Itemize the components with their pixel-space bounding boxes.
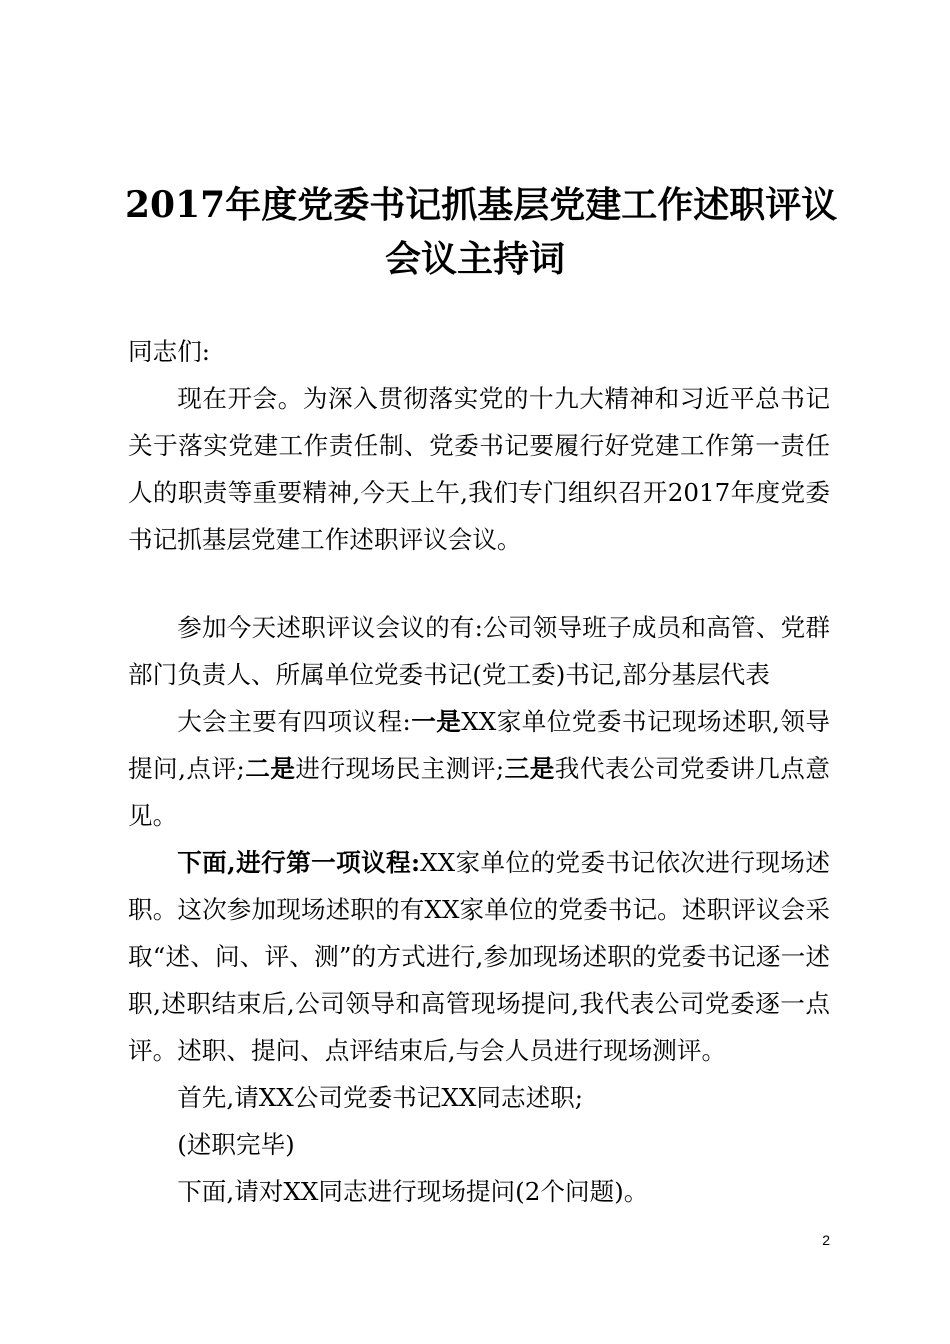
agenda-item-1: XX家单位党委书记现场述职,领导提问,点评; — [128, 707, 830, 783]
agenda-item-3-marker: 三是 — [504, 754, 555, 783]
document-title — [125, 178, 838, 286]
paragraph-speech-done: (述职完毕) — [177, 1130, 295, 1159]
paragraph-attendees: 参加今天述职评议会议的有:公司领导班子成员和高管、党群部门负责人、所属单位党委书记(党工委)书记,部分基层代表 — [128, 613, 830, 689]
paragraph-agenda — [128, 698, 830, 839]
salutation: 同志们: — [128, 337, 211, 366]
paragraph-opening: 现在开会。为深入贯彻落实党的十九大精神和习近平总书记关于落实党建工作责任制、党委书记要履行好党建工作第一责任人的职责等重要精神,今天上午,我们专门组织召开2017年度党委书记抓基层党建工作述职评议会议。 — [128, 384, 830, 554]
agenda-item-2-marker: 二是 — [244, 754, 296, 783]
paragraph-gap — [128, 563, 830, 604]
first-agenda-text: XX家单位的党委书记依次进行现场述职。这次参加现场述职的有XX家单位的党委书记。述职评议会采取“述、问、评、测”的方式进行,参加现场述职的党委书记逐一述职,述职结束后,公司领导和高管现场提问,我代表公司党委逐一点评。述职、提问、点评结束后,与会人员进行现场测评。 — [128, 848, 830, 1065]
title-line-1: 2017年度党委书记抓基层党建工作述职评议 — [125, 184, 838, 226]
paragraph-first-speaker: 首先,请XX公司党委书记XX同志述职; — [177, 1083, 584, 1112]
agenda-item-1-marker: 一是 — [410, 707, 462, 736]
page-number: 2 — [822, 1232, 830, 1248]
agenda-item-3: 我代表公司党委讲几点意见。 — [128, 754, 830, 830]
paragraph-first-agenda — [128, 839, 830, 1074]
document-body — [128, 328, 830, 1215]
title-line-2: 会议主持词 — [384, 238, 565, 280]
paragraph-questions: 下面,请对XX同志进行现场提问(2个问题)。 — [177, 1177, 649, 1206]
first-agenda-heading: 下面,进行第一项议程: — [177, 848, 421, 877]
agenda-item-2: 进行现场民主测评; — [295, 754, 505, 783]
agenda-intro: 大会主要有四项议程: — [177, 707, 411, 736]
